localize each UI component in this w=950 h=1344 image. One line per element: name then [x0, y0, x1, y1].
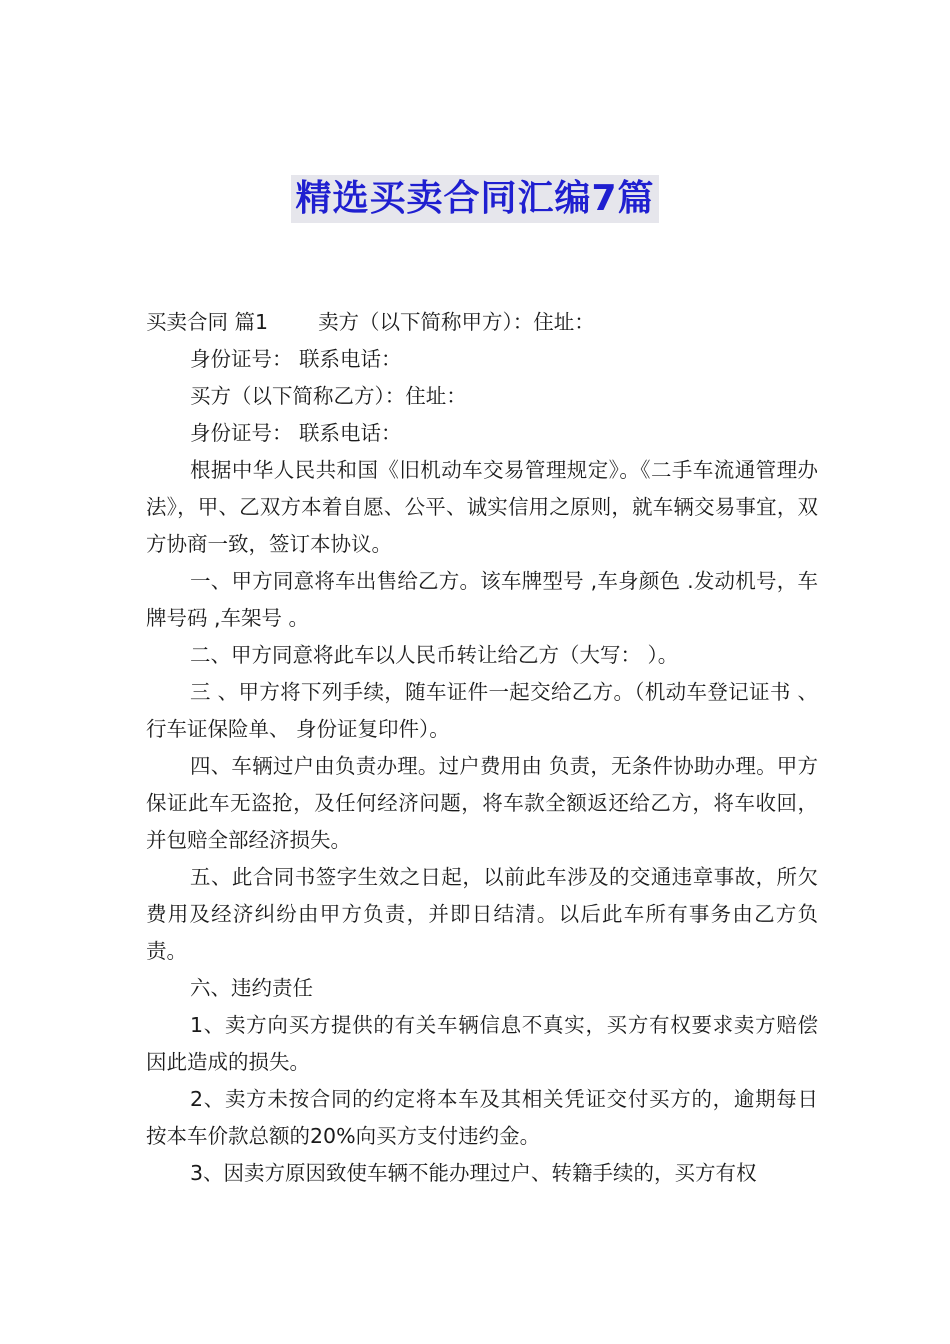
paragraph: 2、卖方未按合同的约定将本车及其相关凭证交付买方的，逾期每日按本车价款总额的20%向买方支付违约金。	[146, 1087, 818, 1148]
seller-line: 卖方（以下简称甲方）：住址：	[318, 310, 595, 334]
document-title-text: 精选买卖合同汇编7篇	[291, 175, 658, 223]
contract-heading-label: 买卖合同 篇1	[146, 310, 269, 334]
paragraph: 1、卖方向买方提供的有关车辆信息不真实，买方有权要求卖方赔偿因此造成的损失。	[146, 1013, 818, 1074]
paragraph: 身份证号： 联系电话：	[190, 347, 402, 371]
paragraph: 根据中华人民共和国《旧机动车交易管理规定》。《二手车流通管理办法》，甲、乙双方本着自愿、公平、诚实信用之原则，就车辆交易事宜，双方协商一致，签订本协议。	[146, 458, 818, 556]
section-heading: 六、违约责任	[190, 976, 313, 1000]
paragraph: 四、车辆过户由负责办理。过户费用由 负责，无条件协助办理。甲方保证此车无盗抢，及任何经济问题，将车款全额返还给乙方，将车收回，并包赔全部经济损失。	[146, 754, 818, 852]
document-body	[146, 304, 818, 1192]
paragraph: 二、甲方同意将此车以人民币转让给乙方（大写： ）。	[190, 643, 679, 667]
paragraph: 买方（以下简称乙方）：住址：	[190, 384, 467, 408]
paragraph: 3、因卖方原因致使车辆不能办理过户、转籍手续的，买方有权	[190, 1161, 757, 1185]
contract-heading-line	[146, 304, 818, 341]
document-title	[0, 175, 950, 223]
paragraph: 身份证号： 联系电话：	[190, 421, 402, 445]
paragraph: 三 、甲方将下列手续，随车证件一起交给乙方。（机动车登记证书 、行车证保险单、 身份证复印件）。	[146, 680, 818, 741]
paragraph: 一、甲方同意将车出售给乙方。该车牌型号 ,车身颜色 .发动机号，车牌号码 ,车架号 。	[146, 569, 818, 630]
paragraph: 五、此合同书签字生效之日起，以前此车涉及的交通违章事故，所欠费用及经济纠纷由甲方负责，并即日结清。以后此车所有事务由乙方负责。	[146, 865, 818, 963]
